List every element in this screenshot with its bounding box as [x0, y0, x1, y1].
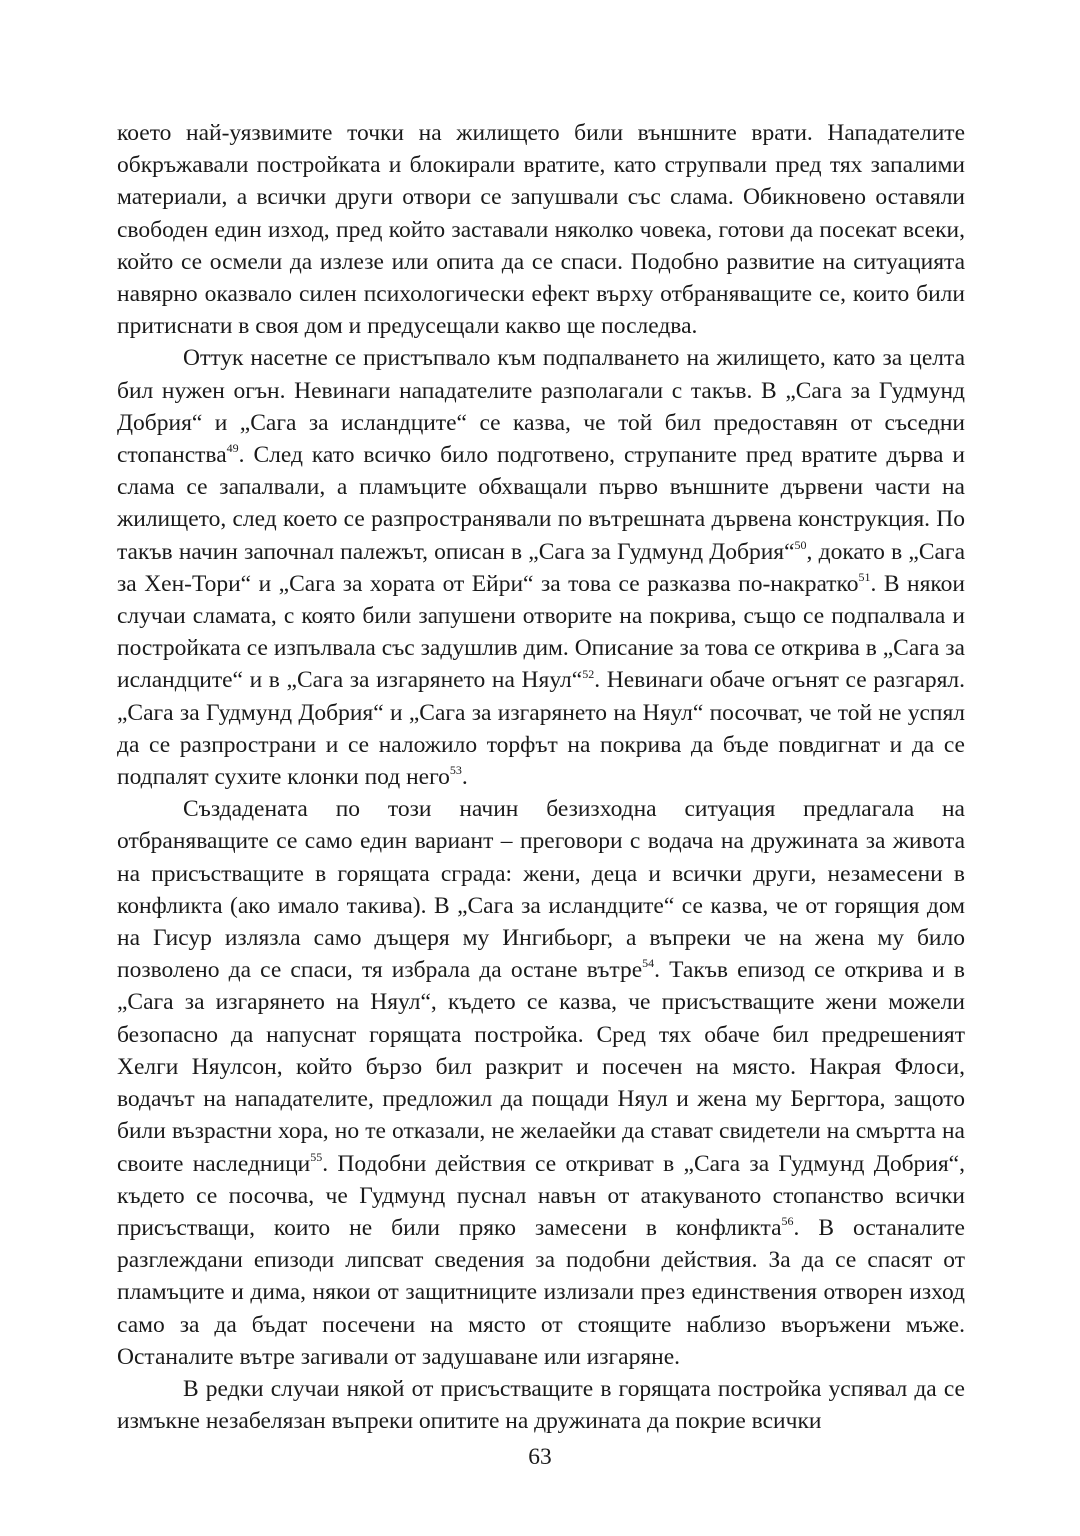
footnote-ref: 54: [642, 956, 655, 971]
page-number: 63: [528, 1444, 552, 1470]
paragraph-text: . Подобни действия се откриват в „Сага за Гудмунд Добрия“, където се посочва, че Гудмунд пуснал навън от атакуваното стопанство всички присъстващи, които не били пряко замесени в конфликта: [117, 1150, 965, 1241]
footnote-ref: 55: [310, 1149, 323, 1164]
paragraph-text: . След като всичко било подготвено, струпаните пред вратите дърва и слама се запалвали, а пламъците обхващали първо външните дървени части на жилището, след което се разпространявали по вътрешната дървена конструкция. По такъв начин започнал палежът, описан в „Сага за Гудмунд Добрия“: [117, 442, 965, 565]
footnote-ref: 53: [449, 763, 462, 778]
page-body: [117, 117, 965, 1437]
paragraph-1: [117, 117, 965, 342]
footnote-ref: 51: [858, 570, 871, 585]
footnote-ref: 50: [794, 537, 807, 552]
paragraph-2: [117, 342, 965, 793]
paragraph-text: Оттук насетне се пристъпвало към подпалването на жилището, като за целта бил нужен огън. Невинаги нападателите разполагали с такъв. В „Сага за Гудмунд Добрия“ и „Сага за исландците“ се казва, че той бил предоставян от съседни стопанства: [117, 345, 965, 469]
footnote-ref: 52: [582, 666, 595, 681]
paragraph-text: . В останалите разглеждани епизоди липсват сведения за подобни действия. За да се спасят от пламъците и дима, някои от защитниците излизали през единствения отворен изход само за да бъдат посечени на място от стоящите наблизо въоръжени мъже. Останалите вътре загивали от задушаване или изгаряне.: [117, 1214, 965, 1370]
footnote-ref: 56: [781, 1214, 794, 1229]
paragraph-4: [117, 1373, 965, 1437]
paragraph-text: Създадената по този начин безизходна ситуация предлагала на отбраняващите се само един вариант – преговори с водача на дружината за живота на присъстващите в горящата сграда: жени, деца и всички други, незамесени в конфликта (ако имало такива). В „Сага за исландците“ се казва, че от горящия дом на Гисур излязла само дъщеря му Ингибьорг, а въпреки че на жена му било позволено да се спаси, тя избрала да остане вътре: [117, 796, 965, 984]
paragraph-text: . В някои случаи сламата, с която били запушени отворите на покрива, също се подпалвала и постройката се изпълвала със задушлив дим. Описание за това се открива в „Сага за исландците“ и в „Сага за изгарянето на Няул“: [117, 570, 965, 694]
paragraph-text: В редки случаи някой от присъстващите в горящата постройка успявал да се измъкне незабелязан въпреки опитите на дружината да покрие всички: [117, 1375, 965, 1435]
paragraph-3: [117, 793, 965, 1373]
footnote-ref: 49: [226, 441, 239, 456]
paragraph-text: . Такъв епизод се открива и в „Сага за изгарянето на Няул“, където се казва, че присъстващите жени можели безопасно да напуснат горящата постройка. Сред тях обаче бил предрешеният Хелги Няулсон, който бързо бил разкрит и посечен на място. Накрая Флоси, водачът на нападателите, предложил да пощади Няул и жена му Бергтора, защото били възрастни хора, но те отказали, не желаейки да стават свидетели на смъртта на своите наследници: [117, 957, 965, 1177]
paragraph-text: . Невинаги обаче огънят се разгарял. „Сага за Гудмунд Добрия“ и „Сага за изгарянето на Няул“ посочват, че той не успял да се разпространи и се наложило торфът на покрива да бъде повдигнат и да се подпалят сухите клонки под него: [117, 667, 965, 791]
paragraph-text: .: [461, 764, 468, 791]
paragraph-text: , докато в „Сага за Хен-Тори“ и „Сага за хората от Ейри“ за това се разказва по-накратко: [117, 538, 965, 597]
paragraph-text: което най-уязвимите точки на жилището били външните врати. Нападателите обкръжавали постройката и блокирали вратите, като струпвали пред тях запалими материали, а всички други отвори се запушвали със слама. Обикновено оставяли свободен един изход, пред който заставали няколко човека, готови да посекат всеки, който се осмели да излезе или опита да се спаси. Подобно развитие на ситуацията навярно оказвало силен психологически ефект върху отбраняващите се, които били притиснати в своя дом и предусещали какво ще последва.: [117, 120, 965, 340]
